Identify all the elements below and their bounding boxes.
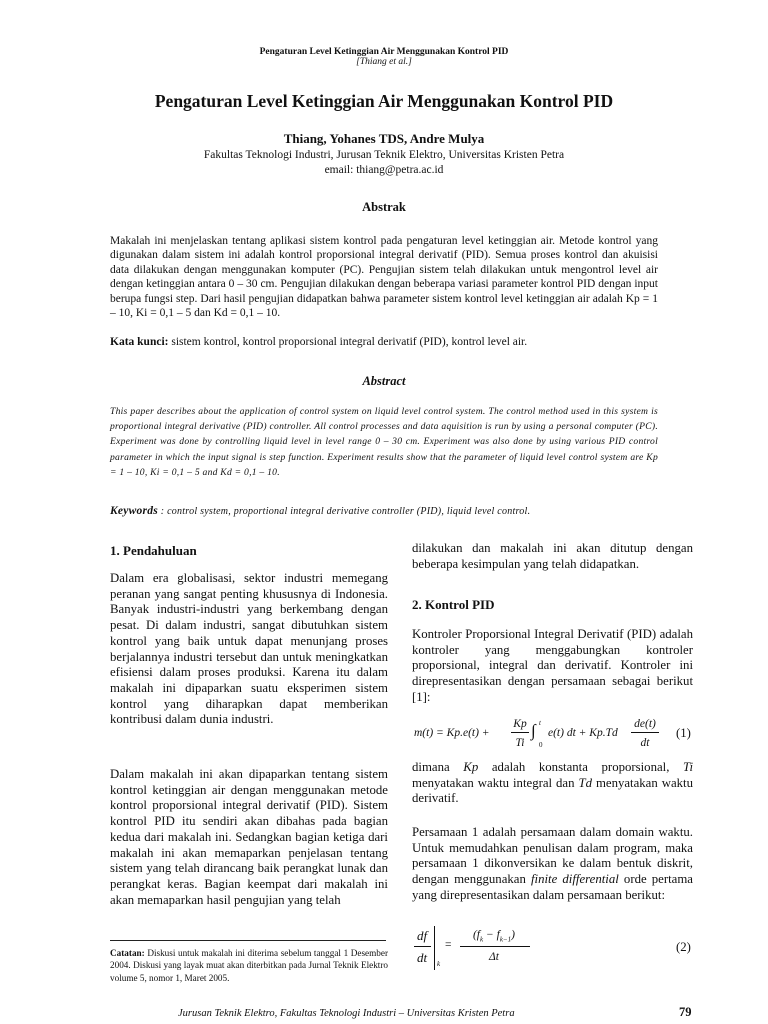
- running-head-authors: [Thiang et al.]: [356, 57, 412, 67]
- equation-1: [414, 716, 694, 758]
- eq1-derivative-bar: [631, 732, 659, 733]
- eq2-rnum-open: (f: [472, 929, 480, 941]
- p2-text-b: adalah konstanta proporsional,: [491, 760, 670, 774]
- eq1-fraction-bar: [511, 732, 529, 733]
- p3-text-a: Persamaan 1 adalah persamaan dalam domain waktu. Untuk memudahkan penulisan dalam program, maka persamaan 1 dikonversikan ke dalam bentuk diskrit, dengan menggunakan: [412, 825, 693, 887]
- abstract-keywords: [110, 504, 658, 519]
- eq1-fraction-denominator: Ti: [515, 737, 525, 749]
- page-footer: Jurusan Teknik Elektro, Fakultas Teknologi Industri – Universitas Kristen Petra: [178, 1008, 515, 1019]
- abstrak-keywords: [110, 335, 658, 349]
- equation-2: [414, 926, 694, 974]
- eq1-integral-term: e(t) dt + Kp.Td: [548, 727, 618, 739]
- eq1-integral-lower: 0: [539, 741, 543, 749]
- paper-title: Pengaturan Level Ketinggian Air Menggunakan Kontrol PID: [154, 91, 614, 111]
- p3-text-b: orde pertama yang direpresentasikan dalam persamaan berikut:: [412, 872, 693, 902]
- abstrak-heading: Abstrak: [362, 200, 406, 214]
- eq2-evaluation-bar: [434, 926, 435, 970]
- integral-icon: ∫: [531, 721, 536, 740]
- eq1-number: (1): [676, 726, 691, 740]
- p2-text-a: dimana: [412, 760, 450, 774]
- p2-text-c: menyatakan waktu integral dan: [412, 775, 575, 790]
- section-1-paragraph-2: Dalam makalah ini akan dipaparkan tentang sistem kontrol ketinggian air dengan menggunakan metode kontrol proporsional integral derivatif (PID). Sistem kontrol PID itu sendiri akan dibahas pada bagian kedua dari makalah ini. Sedangkan bagian ketiga dari makalah ini akan memaparkan penjelasan tentang sistem yang telah dirancang baik perangkat lunak dan perangkat keras. Bagian keempat dari makalah ini akan memaparkan hasil pengujian yang telah: [110, 767, 388, 907]
- paper-affiliation: Fakultas Teknologi Industri, Jurusan Teknik Elektro, Universitas Kristen Petra: [203, 149, 565, 161]
- p2-symbol-ti: Ti: [683, 760, 694, 774]
- eq2-lhs-denominator: dt: [416, 950, 428, 965]
- p2-symbol-kp: Kp: [463, 760, 479, 774]
- eq2-subscript: k: [437, 960, 441, 968]
- p2-text-d: menyatakan waktu derivatif.: [412, 775, 693, 806]
- abstract-keywords-label: Keywords: [110, 505, 158, 517]
- eq2-rnum-k1: k−1: [499, 935, 512, 944]
- section-2-paragraph-3: [412, 825, 693, 904]
- section-2-paragraph-2: [412, 760, 693, 807]
- eq1-derivative-denominator: dt: [640, 737, 650, 749]
- abstract-heading: Abstract: [362, 374, 406, 388]
- section-2-heading: 2. Kontrol PID: [412, 597, 495, 612]
- section-1-heading: 1. Pendahuluan: [110, 543, 197, 558]
- running-head-title: Pengaturan Level Ketinggian Air Menggunakan Kontrol PID: [259, 47, 509, 57]
- eq1-integral-upper: t: [539, 719, 541, 727]
- abstrak-keywords-text: sistem kontrol, kontrol proporsional integral derivatif (PID), kontrol level air.: [171, 336, 528, 348]
- page-number: 79: [679, 1005, 692, 1019]
- eq1-fraction-numerator: Kp: [513, 718, 527, 730]
- eq2-equals: =: [445, 939, 452, 951]
- abstract-text: This paper describes about the application of control system on liquid level control system. The control method used in this system is proportional integral derivative (PID) controller. All control processes and data aquisition is run by using a personal computer (PC). Experiment was done by controlling liquid level in level range 0 – 30 cm. Experiment was also done by using various PID control parameter in which the input signal is step function. Experiment results show that the parameter of liquid level control system are Kp = 1 – 10, Ki = 0,1 – 5 and Kd = 0,1 – 10.: [110, 406, 658, 478]
- eq2-rnum-k: k: [480, 935, 484, 944]
- p2-symbol-td: Td: [578, 775, 592, 790]
- paper-authors: Thiang, Yohanes TDS, Andre Mulya: [283, 131, 485, 146]
- section-1-paragraph-1: Dalam era globalisasi, sektor industri memegang peranan yang sangat penting khususnya di Indonesia. Banyak industri-industri yang berkembang dengan pesat. Di dalam industri, sangat dibutuhkan sistem kontrol yang baik untuk dapat menunjang proses berjalannya industri tersebut dan untuk meningkatkan efisiensi dalam proses produksi. Karena itu dalam makalah ini dipaparkan suatu eksperimen sistem kontrol yang diharapkan dapat memberikan kontribusi dalam dunia industri.: [110, 571, 388, 727]
- eq2-rnum-mid: − f: [483, 929, 500, 941]
- footnote-rule: [110, 940, 386, 941]
- eq2-number: (2): [676, 940, 691, 954]
- abstrak-keywords-label: Kata kunci:: [110, 336, 169, 348]
- footnote-text: Diskusi untuk makalah ini diterima sebelum tanggal 1 Desember 2004. Diskusi yang layak muat akan diterbitkan pada Jurnal Teknik Elektro volume 5, nomor 1, Maret 2005.: [110, 948, 388, 983]
- abstrak-text: Makalah ini menjelaskan tentang aplikasi sistem kontrol pada pengaturan level ketinggian air. Metode kontrol yang digunakan dalam sistem ini adalah kontrol proporsional integral derivatif (PID). Semua proses kontrol dan akuisisi data dilakukan dengan menggunakan komputer (PC). Pengujian sistem telah dilakukan untuk mengontrol level air dengan ketinggian antara 0 – 30 cm. Pengujian dilakukan dengan beberapa variasi parameter kontrol PID dengan input berupa fungsi step. Dari hasil pengujian didapatkan bahwa parameter sistem kontrol level ketinggian air adalah Kp = 1 – 10, Ki = 0,1 – 5 dan Kd = 0,1 – 10.: [110, 235, 658, 320]
- paper-email: email: thiang@petra.ac.id: [324, 164, 444, 176]
- footnote-label: Catatan:: [110, 948, 145, 958]
- eq2-rhs-numerator: [458, 929, 530, 943]
- p3-emphasis: finite differential: [530, 872, 619, 887]
- eq2-lhs-bar: [414, 946, 431, 947]
- section-1-paragraph-3: dilakukan dan makalah ini akan ditutup dengan beberapa kesimpulan yang telah didapatkan.: [412, 541, 693, 571]
- footnote: [110, 947, 388, 984]
- eq2-rnum-close: ): [511, 929, 516, 941]
- eq2-lhs-numerator: df: [416, 928, 428, 943]
- eq2-rhs-bar: [460, 946, 530, 947]
- section-2-paragraph-1: Kontroler Proporsional Integral Derivatif (PID) adalah kontroler yang menggabungkan kontroler proporsional, integral dan derivatif. Kontroler ini direpresentasikan dengan persamaan sebagai berikut [1]:: [412, 627, 693, 704]
- eq1-lhs: m(t) = Kp.e(t) +: [414, 727, 490, 739]
- abstract-keywords-text: : control system, proportional integral derivative controller (PID), liquid level control.: [160, 506, 531, 517]
- eq1-derivative-numerator: de(t): [634, 718, 656, 730]
- eq2-rhs-denominator: Δt: [489, 951, 499, 963]
